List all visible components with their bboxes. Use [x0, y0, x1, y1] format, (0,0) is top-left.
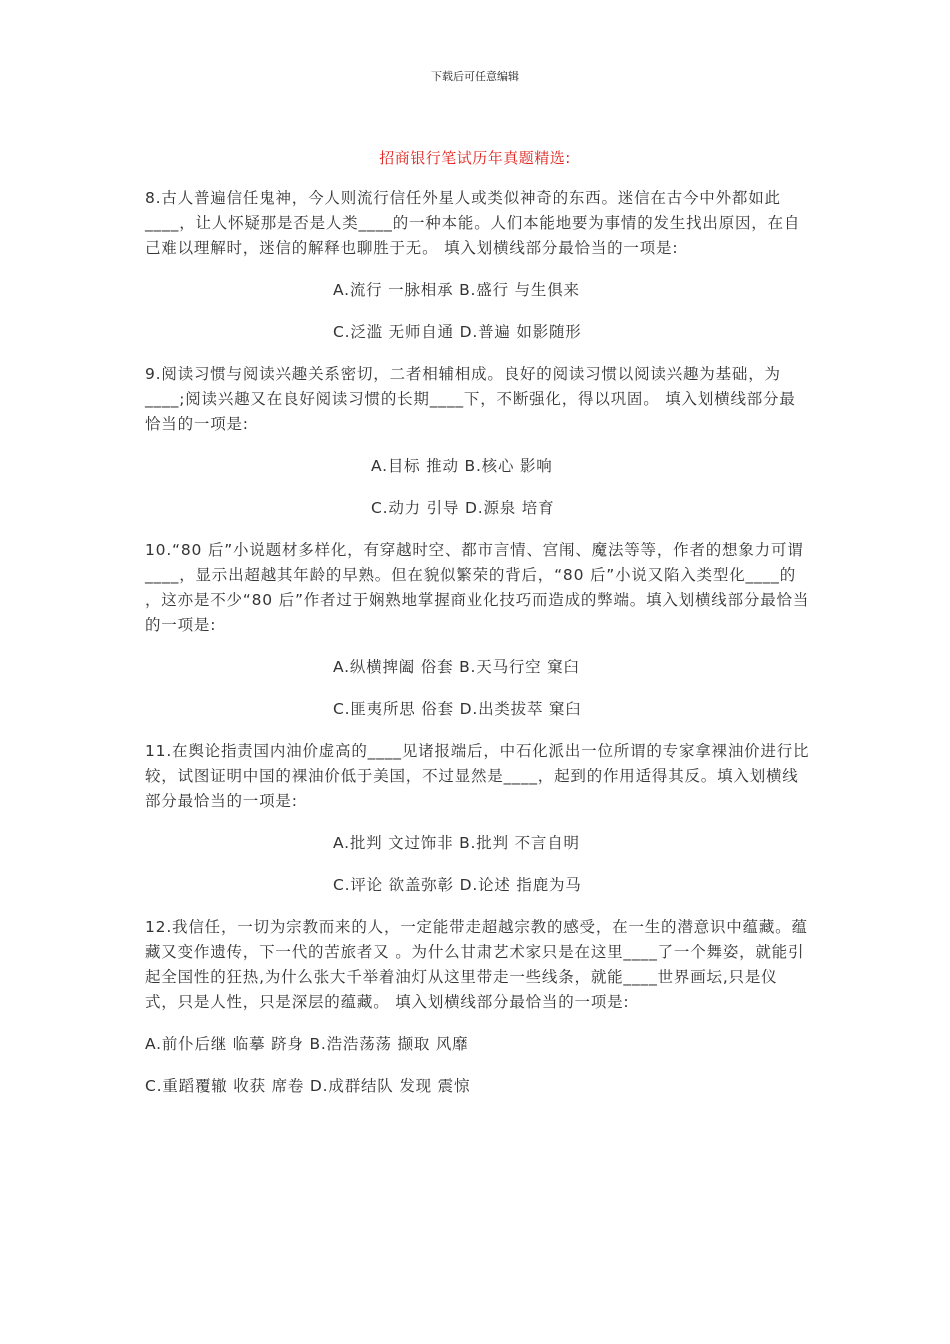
- question-8: [145, 186, 810, 345]
- question-options: A.纵横捭阖 俗套 B.天马行空 窠臼: [333, 658, 580, 676]
- document-title: 招商银行笔试历年真题精选:: [379, 149, 571, 167]
- question-options: A.流行 一脉相承 B.盛行 与生俱来: [333, 281, 580, 299]
- question-11: [145, 739, 810, 898]
- question-options: C.匪夷所思 俗套 D.出类拔萃 窠臼: [333, 700, 582, 718]
- question-list: [145, 186, 810, 1116]
- question-options: A.目标 推动 B.核心 影响: [371, 457, 553, 475]
- question-options: A.前仆后继 临摹 跻身 B.浩浩荡荡 撷取 风靡: [145, 1035, 469, 1053]
- question-options: C.评论 欲盖弥彰 D.论述 指鹿为马: [333, 876, 582, 894]
- question-text: 12.我信任，一切为宗教而来的人，一定能带走超越宗教的感受，在一生的潜意识中蕴藏。蕴藏又变作遗传，下一代的苦旅者又 。为什么甘肃艺术家只是在这里____了一个舞姿，就能引起全国性的狂热,为什么张大千举着油灯从这里带走一些线条，就能____世界画坛,只是仪式，只是人性，只是深层的蕴藏。 填入划横线部分最恰当的一项是:: [145, 918, 808, 1011]
- question-options: C.动力 引导 D.源泉 培育: [371, 499, 555, 517]
- question-options: C.重蹈覆辙 收获 席卷 D.成群结队 发现 震惊: [145, 1077, 471, 1095]
- page-header: 下载后可任意编辑: [431, 70, 519, 83]
- question-10: [145, 538, 810, 722]
- question-9: [145, 362, 810, 521]
- question-options: C.泛滥 无师自通 D.普遍 如影随形: [333, 323, 582, 341]
- question-text: 10.“80 后”小说题材多样化，有穿越时空、都市言情、宫闱、魔法等等，作者的想象力可谓____，显示出超越其年龄的早熟。但在貌似繁荣的背后，“80 后”小说又陷入类型化____的 ，这亦是不少“80 后”作者过于娴熟地掌握商业化技巧而造成的弊端。填入划横线部分最恰当的一项是:: [145, 541, 810, 634]
- question-text: 9.阅读习惯与阅读兴趣关系密切，二者相辅相成。良好的阅读习惯以阅读兴趣为基础，为____;阅读兴趣又在良好阅读习惯的长期____下，不断强化，得以巩固。 填入划横线部分最恰当的一项是:: [145, 365, 796, 433]
- question-options: A.批判 文过饰非 B.批判 不言自明: [333, 834, 580, 852]
- question-text: 11.在舆论指责国内油价虚高的____见诸报端后，中石化派出一位所谓的专家拿裸油价进行比较，试图证明中国的裸油价低于美国，不过显然是____，起到的作用适得其反。填入划横线部分最恰当的一项是:: [145, 742, 810, 810]
- question-text: 8.古人普遍信任鬼神，今人则流行信任外星人或类似神奇的东西。迷信在古今中外都如此____，让人怀疑那是否是人类____的一种本能。人们本能地要为事情的发生找出原因，在自己难以理解时，迷信的解释也聊胜于无。 填入划横线部分最恰当的一项是:: [145, 189, 801, 257]
- question-12: [145, 915, 810, 1099]
